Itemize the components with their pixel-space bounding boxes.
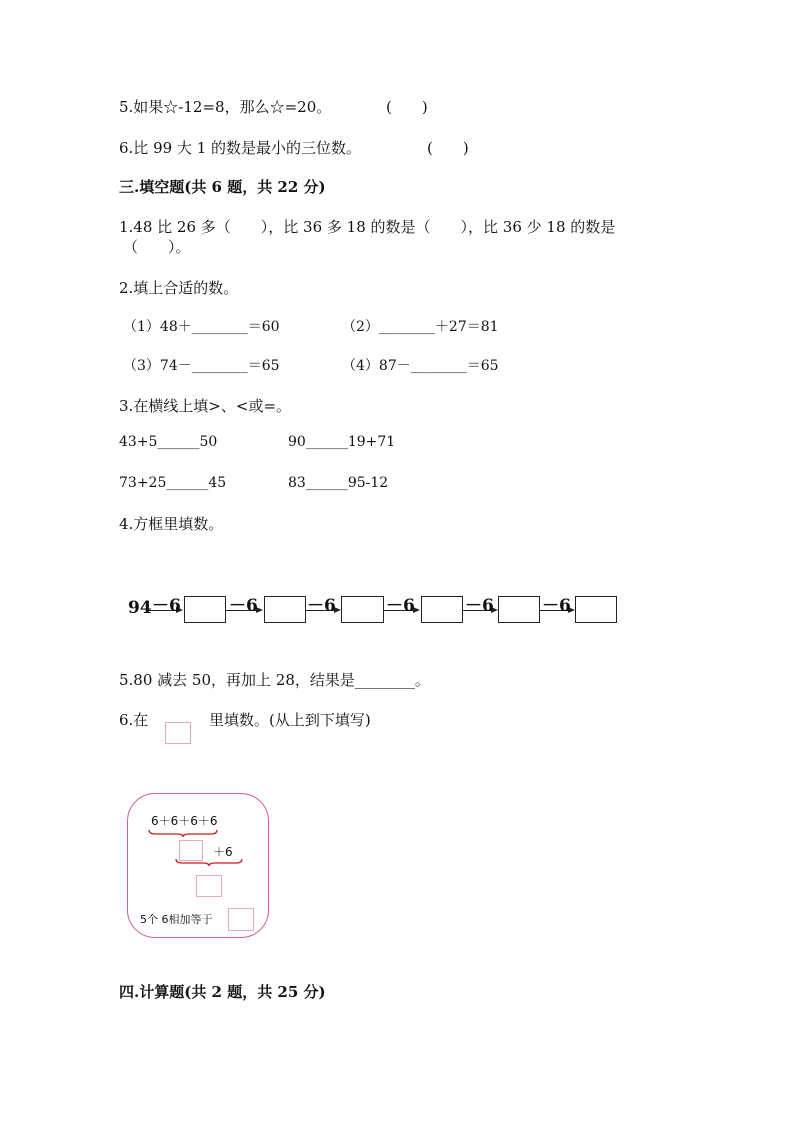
chain-step-label: －6 (386, 596, 415, 616)
fill-q3-b: 90______19+71 (288, 434, 396, 450)
section3-title: 三.填空题(共 6 题，共 22 分) (119, 178, 326, 196)
frame-answer-box-2[interactable] (196, 875, 222, 897)
fill-q6-inline-box-icon (165, 722, 191, 744)
frame-brace-top-icon (147, 828, 219, 838)
judge-q5: 5.如果☆-12=8，那么☆=20。 (119, 98, 332, 116)
fill-q3-c: 73+25______45 (119, 475, 227, 491)
section4-title: 四.计算题(共 2 题，共 25 分) (119, 983, 326, 1001)
fill-q3-title: 3.在横线上填>、<或=。 (119, 397, 292, 415)
chain-answer-box[interactable] (264, 596, 306, 623)
frame-answer-box-3[interactable] (228, 908, 254, 931)
frame-brace-bottom-icon (174, 857, 244, 867)
chain-answer-box[interactable] (184, 596, 226, 623)
judge-q6: 6.比 99 大 1 的数是最小的三位数。 (119, 139, 362, 157)
chain-answer-box[interactable] (421, 596, 463, 623)
fill-q1-line1: 1.48 比 26 多（ ），比 36 多 18 的数是（ ），比 36 少 18 的数是 (119, 218, 616, 236)
chain-step-label: －6 (465, 596, 494, 616)
chain-step-label: －6 (152, 596, 181, 616)
frame-plus-six: ＋6 (213, 845, 233, 859)
frame-expression: 6＋6＋6＋6 (151, 814, 218, 828)
fill-q2-b: （2）________＋27＝81 (342, 319, 499, 335)
fill-q2-a: （1）48＋________＝60 (123, 319, 280, 335)
chain-step-label: －6 (307, 596, 336, 616)
fill-q5: 5.80 减去 50，再加上 28，结果是________。 (119, 671, 430, 689)
chain-start-number: 94 (128, 598, 152, 618)
fill-q2-title: 2.填上合适的数。 (119, 279, 239, 297)
chain-answer-box[interactable] (341, 596, 384, 623)
chain-answer-box[interactable] (498, 596, 540, 623)
fill-q3-d: 83______95-12 (288, 475, 389, 491)
fill-q2-d: （4）87－________＝65 (342, 358, 499, 374)
fill-q6-prefix: 6.在 (119, 711, 149, 729)
chain-step-label: －6 (542, 596, 571, 616)
fill-q6-suffix: 里填数。(从上到下填写) (209, 711, 371, 729)
judge-q5-answer-paren[interactable]: ( ) (386, 98, 428, 116)
chain-step-label: －6 (229, 596, 258, 616)
frame-label: 5个 6相加等于 (140, 913, 213, 926)
fill-q4-title: 4.方框里填数。 (119, 515, 224, 533)
fill-q3-a: 43+5______50 (119, 434, 218, 450)
chain-answer-box[interactable] (575, 596, 617, 623)
judge-q6-answer-paren[interactable]: ( ) (427, 139, 469, 157)
fill-q2-c: （3）74－________＝65 (123, 358, 280, 374)
fill-q1-line2: （ ）。 (123, 238, 191, 256)
